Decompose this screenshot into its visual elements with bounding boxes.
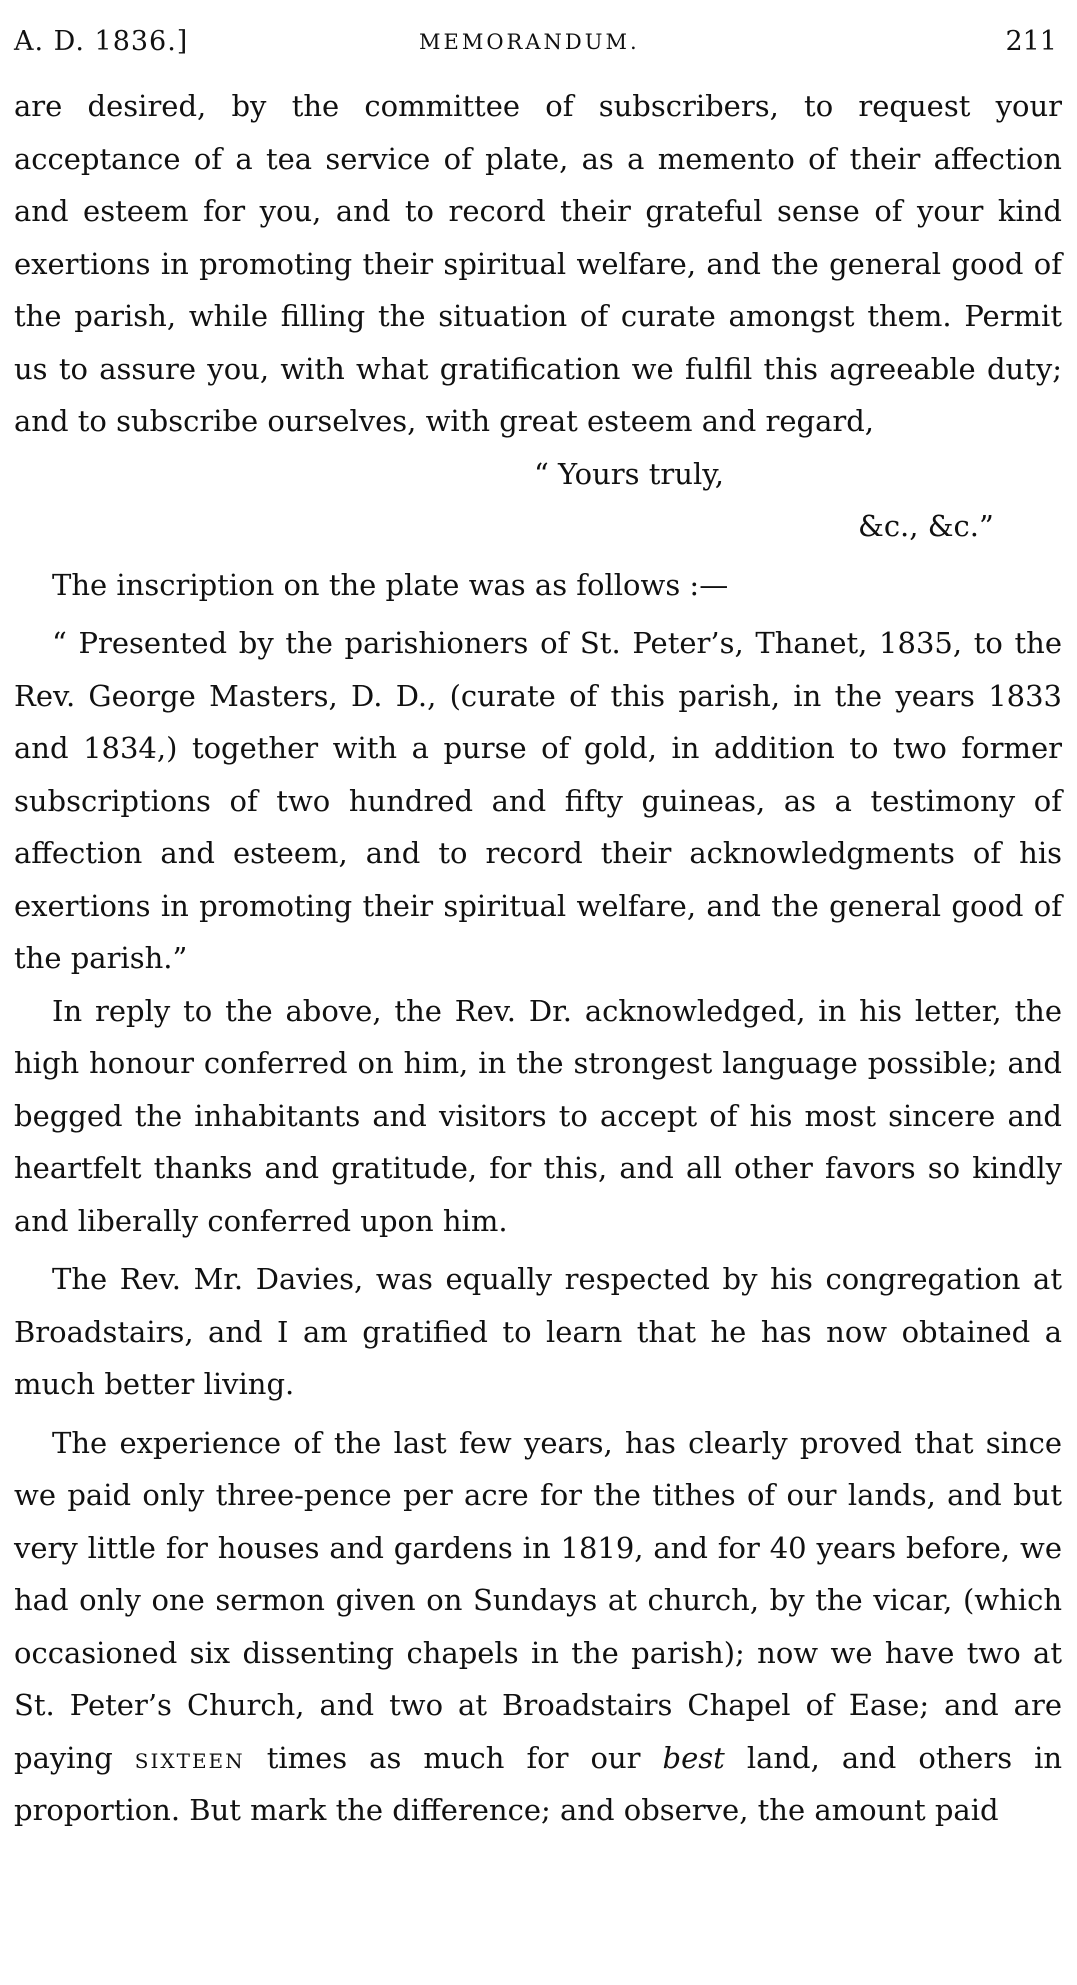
experience-text-b: times as much for our xyxy=(266,1740,641,1775)
paragraph-inscription-intro: The inscription on the plate was as follows :— xyxy=(52,567,729,602)
paragraph-davies: The Rev. Mr. Davies, was equally respected by his congregation at Broadstairs, and I am gratified to learn that he has now obtained a much better living. xyxy=(14,1262,1062,1401)
paragraph-reply: In reply to the above, the Rev. Dr. acknowledged, in his letter, the high honour conferred on him, in the strongest language possible; and begged the inhabitants and visitors to accept of his most sincere and heartfelt thanks and gratitude, for this, and all other favors so kindly and liberally conferred upon him. xyxy=(14,993,1062,1238)
paragraph-letter-continuation: are desired, by the committee of subscribers, to request your acceptance of a tea service of plate, as a memento of their affection and esteem for you, and to record their grateful sense of your kind exertions in promoting their spiritual welfare, and the general good of the parish, while filling the situation of curate amongst them. Permit us to assure you, with what gratification we fulfil this agreeable duty; and to subscribe ourselves, with great esteem and regard, xyxy=(14,89,1062,438)
page-number: 211 xyxy=(1005,26,1057,57)
experience-sixteen: sixteen xyxy=(134,1740,245,1775)
experience-text-a: The experience of the last few years, has clearly proved that since we paid only three-pence per acre for the tithes of our lands, and but very little for houses and gardens in 1819, and for 40 years before, we had only one sermon given on Sundays at church, by the vicar, (which occasioned six dissenting chapels in the parish); now we have two at St. Peter’s Church, and two at Broadstairs Chapel of Ease; and are paying xyxy=(14,1425,1062,1775)
paragraph-experience xyxy=(14,1417,1062,1837)
paragraph-inscription-quote: “ Presented by the parishioners of St. Peter’s, Thanet, 1835, to the Rev. George Masters, D. D., (curate of this parish, in the years 1833 and 1834,) together with a purse of gold, in addition to two former subscriptions of two hundred and fifty guineas, as a testimony of affection and esteem, and to record their acknowledgments of his exertions in promoting their spiritual welfare, and the general good of the parish.” xyxy=(14,626,1062,975)
body-text xyxy=(14,80,1062,1837)
letter-signoff: “ Yours truly, xyxy=(534,456,724,491)
header-title: MEMORANDUM. xyxy=(419,30,640,54)
experience-text-c: land, and others in proportion. But mark the difference; and observe, the amount paid xyxy=(14,1740,1063,1827)
letter-etc: &c., &c.” xyxy=(858,509,994,543)
header-date: A. D. 1836.] xyxy=(14,26,189,57)
running-header xyxy=(14,22,1063,62)
experience-best: best xyxy=(662,1740,725,1775)
